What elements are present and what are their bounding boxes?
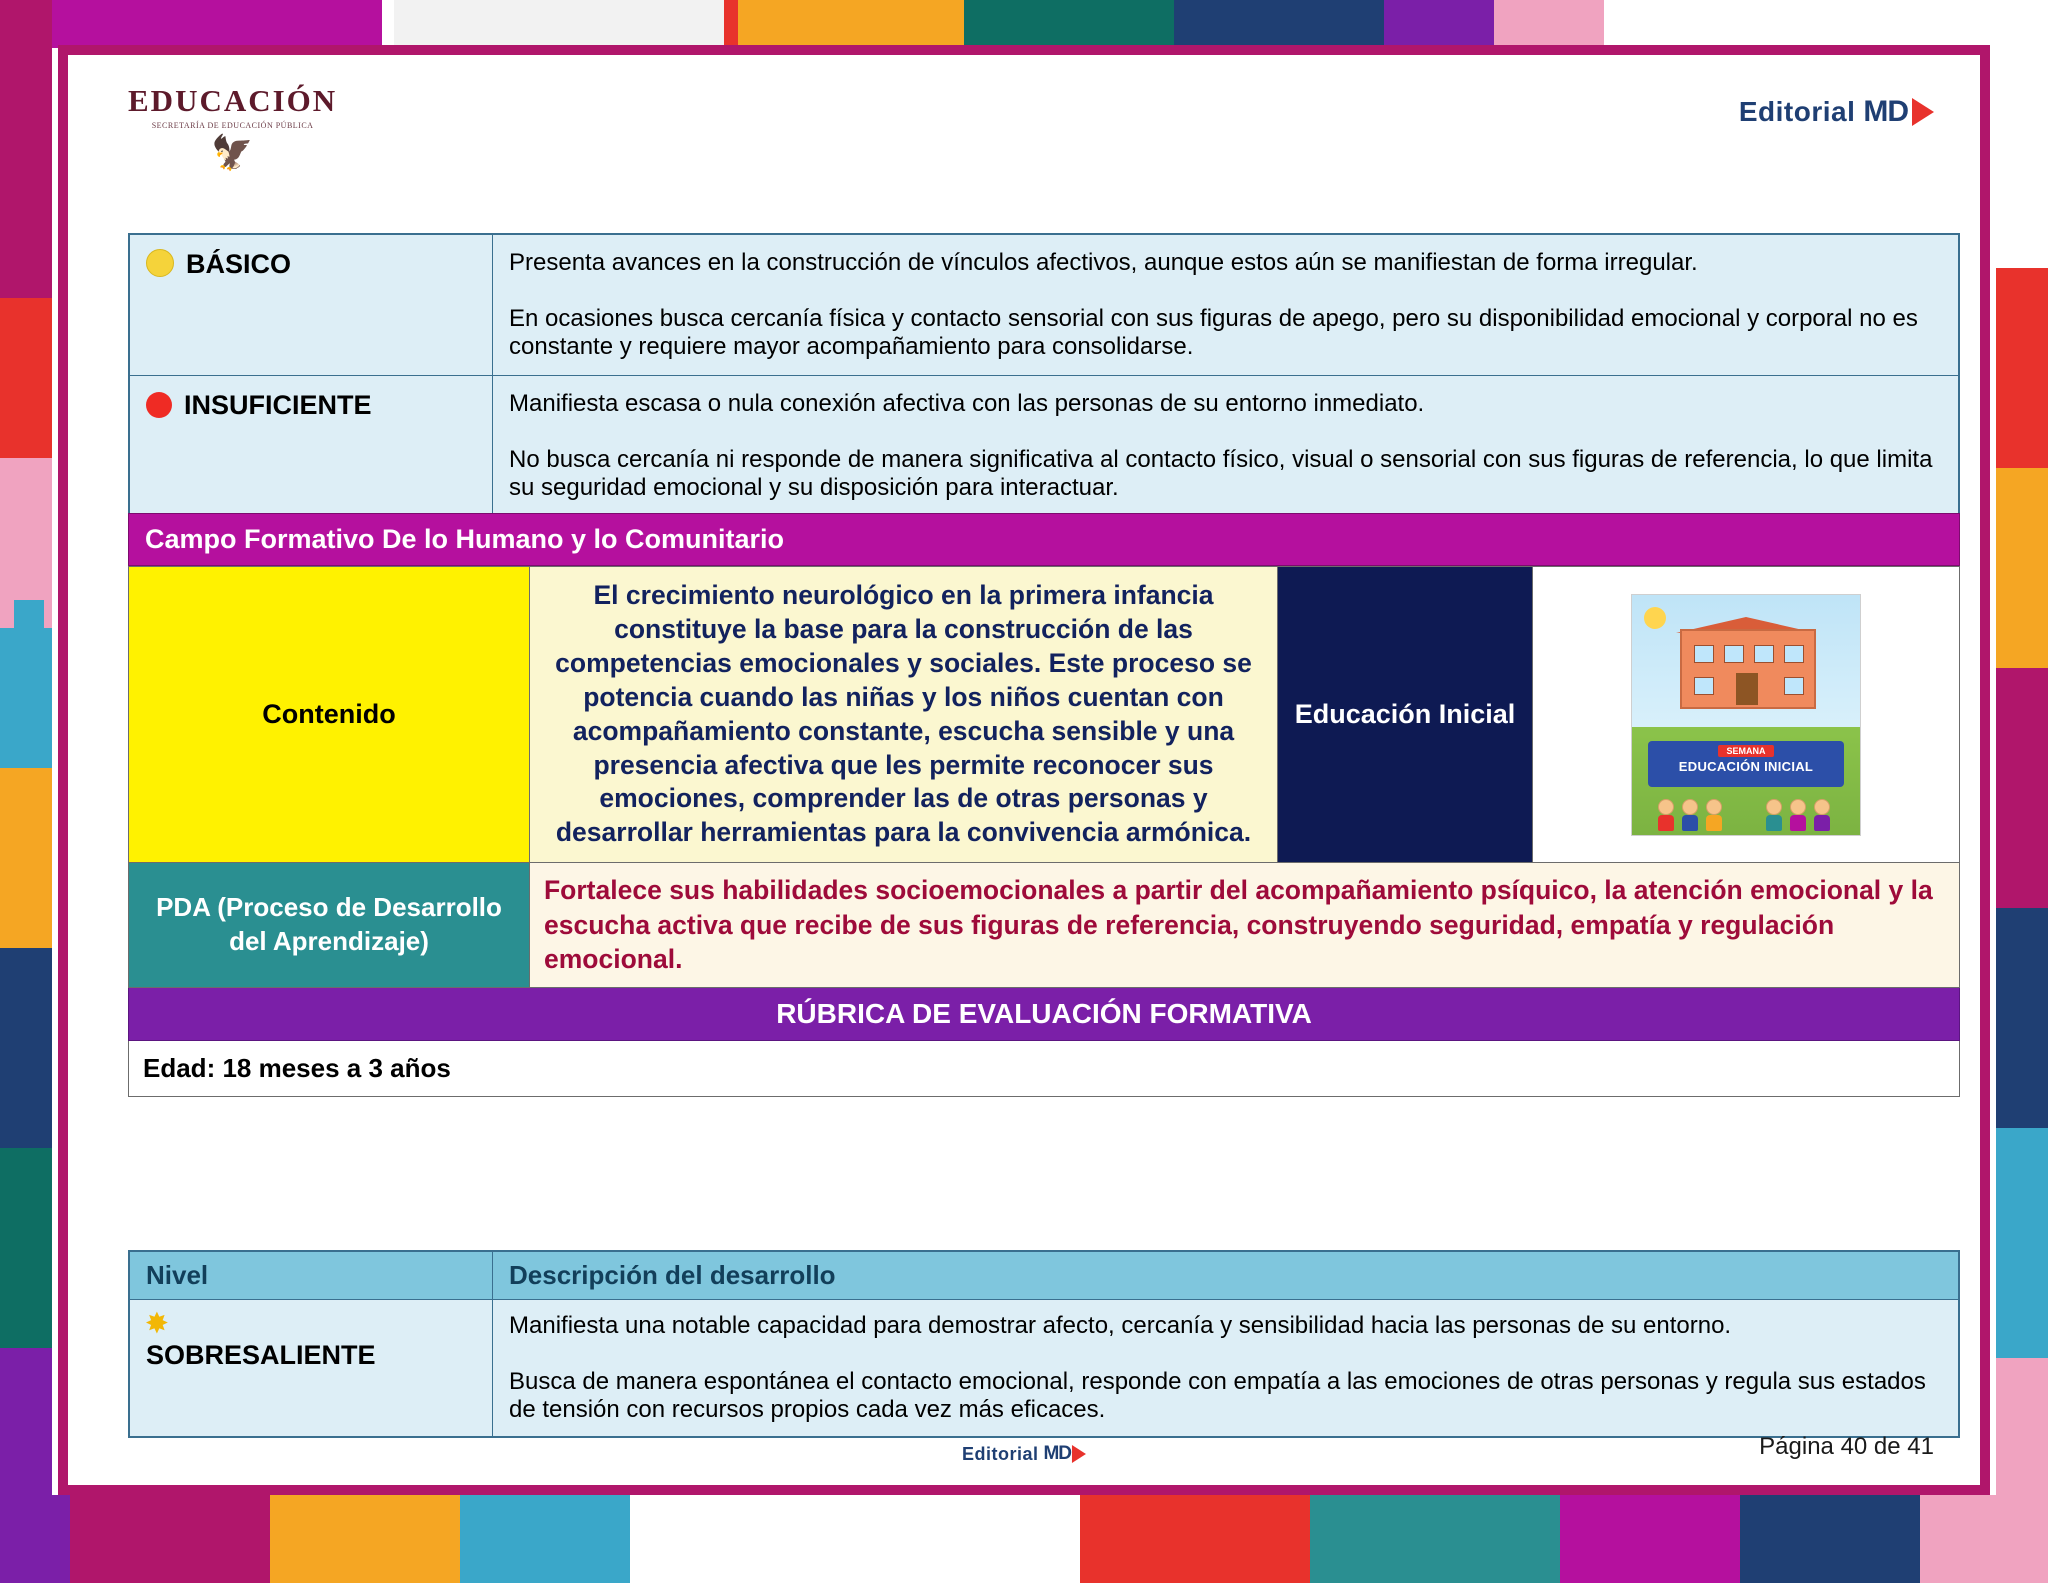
sep-logo: [128, 83, 337, 170]
edad-label: Edad: 18 meses a 3 años: [128, 1041, 1960, 1097]
bg-block: [270, 1495, 460, 1583]
bg-block: [1174, 0, 1384, 48]
cover-banner: [1648, 741, 1844, 787]
cover-image-cell: [1533, 567, 1960, 863]
table-row: [129, 863, 1960, 987]
bg-block: [1920, 1495, 2048, 1583]
bg-block: [14, 600, 44, 720]
formative-field-block: [128, 513, 1960, 1097]
educacion-inicial-cover-illustration: [1631, 594, 1861, 836]
child-figure: [1814, 799, 1830, 829]
window-icon: [1724, 645, 1744, 663]
table-row: [129, 376, 1959, 518]
footer-editorial-wordmark: Editorial: [961, 1443, 1039, 1464]
bg-block: [0, 1495, 70, 1583]
footer-editorial-logo: [962, 1443, 1086, 1465]
bg-block: [1996, 1128, 2048, 1358]
child-figure: [1790, 799, 1806, 829]
bg-block: [630, 1495, 1080, 1583]
window-icon: [1754, 645, 1774, 663]
bg-block: [1996, 468, 2048, 668]
campo-formativo-bar: Campo Formativo De lo Humano y lo Comunitario: [128, 513, 1960, 566]
banner-top-text: SEMANA: [1718, 745, 1773, 757]
pda-label: PDA (Proceso de Desarrollo del Aprendizaje): [129, 863, 530, 987]
rubric-table: [128, 1250, 1960, 1438]
paragraph: Manifiesta una notable capacidad para demostrar afecto, cercanía y sensibilidad hacia las personas de su entorno.: [509, 1312, 1732, 1339]
bg-block: [1996, 48, 2048, 268]
bg-block: [382, 0, 394, 48]
level-cell-insuficiente: [129, 376, 493, 518]
sep-subtitle: SECRETARÍA DE EDUCACIÓN PÚBLICA: [151, 121, 314, 130]
pda-text: Fortalece sus habilidades socioemocionales a partir del acompañamiento psíquico, la atención emocional y la escucha activa que recibe de sus figuras de referencia, construyendo seguridad, empatía y regulación emocional.: [530, 863, 1960, 987]
window-icon: [1784, 645, 1804, 663]
bg-block: [0, 768, 52, 948]
rubrica-bar: RÚBRICA DE EVALUACIÓN FORMATIVA: [128, 988, 1960, 1041]
level-label: BÁSICO: [186, 249, 292, 279]
educacion-inicial-label: Educación Inicial: [1278, 567, 1533, 863]
level-cell-basico: [129, 234, 493, 376]
banner-main-text: EDUCACIÓN INICIAL: [1678, 758, 1814, 774]
paragraph: En ocasiones busca cercanía física y contacto sensorial con sus figuras de apego, pero su disponibilidad emocional y corporal no es constante y requiere mayor acompañamiento para consolidarse.: [509, 305, 1918, 360]
bg-block: [8, 320, 52, 440]
level-label: SOBRESALIENTE: [146, 1340, 376, 1370]
paragraph: Manifiesta escasa o nula conexión afectiva con las personas de su entorno inmediato.: [509, 390, 1425, 417]
page-number: Página 40 de 41: [1759, 1433, 1934, 1460]
bg-block: [0, 0, 52, 48]
column-header-nivel: Nivel: [129, 1251, 493, 1300]
editorial-md-logo: [1739, 95, 1934, 129]
child-figure: [1766, 799, 1782, 829]
contenido-text: El crecimiento neurológico en la primera infancia constituye la base para la construcción de las competencias emocionales y sociales. Este proceso se potencia cuando las niñas y los niños cuentan con acompañamiento constante, escucha sensible y una presencia afectiva que les permite reconocer sus emociones, comprender las de otras personas y desarrollar herramientas para la convivencia armónica.: [530, 567, 1278, 863]
bg-block: [1604, 0, 2048, 48]
child-figure: [1706, 799, 1722, 829]
level-description-basico: [493, 234, 1960, 376]
contenido-table: [128, 566, 1960, 988]
bg-block: [1996, 668, 2048, 908]
bg-block: [1740, 1495, 1920, 1583]
table-row: [129, 567, 1960, 863]
table-row: [129, 234, 1959, 376]
table-header-row: [129, 1251, 1959, 1300]
paragraph: Presenta avances en la construcción de vínculos afectivos, aunque estos aún se manifiestan de forma irregular.: [509, 249, 1698, 276]
bg-block: [1996, 908, 2048, 1128]
level-cell-sobresaliente: [129, 1300, 493, 1438]
bg-block: [1996, 268, 2048, 468]
bg-block: [1080, 1495, 1310, 1583]
bg-block: [70, 1495, 270, 1583]
bg-block: [394, 0, 724, 48]
bg-block: [460, 1495, 630, 1583]
level-description-insuficiente: [493, 376, 1960, 518]
table-row: [129, 1300, 1959, 1438]
page-header: [78, 65, 1970, 175]
sun-icon: [1644, 607, 1666, 629]
bg-block: [1560, 1495, 1740, 1583]
red-dot-icon: [146, 392, 172, 418]
paragraph: No busca cercanía ni responde de manera significativa al contacto físico, visual o sensorial con sus figuras de referencia, lo que limita su seguridad emocional y su disposición para interactuar.: [509, 446, 1933, 501]
paragraph: Busca de manera espontánea el contacto emocional, responde con empatía a las emociones de otras personas y regula sus estados de tensión con recursos propios cada vez más eficaces.: [509, 1368, 1926, 1423]
column-header-descripcion: Descripción del desarrollo: [493, 1251, 1960, 1300]
window-icon: [1784, 677, 1804, 695]
bg-block: [0, 948, 52, 1148]
play-triangle-icon: [1072, 1445, 1086, 1463]
star-icon: ✸: [146, 1308, 168, 1338]
child-figure: [1682, 799, 1698, 829]
door-shape: [1736, 673, 1758, 705]
md-wordmark: MD: [1863, 95, 1908, 128]
window-icon: [1694, 677, 1714, 695]
document-page: [58, 45, 1990, 1495]
level-description-sobresaliente: [493, 1300, 1960, 1438]
bg-block: [964, 0, 1174, 48]
editorial-wordmark: Editorial: [1738, 96, 1856, 127]
child-figure: [1658, 799, 1674, 829]
footer-md-wordmark: MD: [1043, 1443, 1072, 1464]
bg-block: [724, 0, 738, 48]
level-label: INSUFICIENTE: [184, 390, 372, 420]
bg-block: [1384, 0, 1494, 48]
bg-block: [1310, 1495, 1560, 1583]
levels-continuation-table: [128, 233, 1960, 518]
window-icon: [1694, 645, 1714, 663]
play-triangle-icon: [1912, 98, 1934, 126]
bg-block: [1494, 0, 1604, 48]
bg-block: [0, 1148, 52, 1348]
contenido-label: Contenido: [129, 567, 530, 863]
bg-block: [0, 48, 52, 298]
yellow-dot-icon: [146, 249, 174, 277]
eagle-icon: 🦅: [211, 134, 254, 172]
sep-title: EDUCACIÓN: [128, 83, 338, 118]
bg-block: [738, 0, 964, 48]
bg-block: [52, 0, 382, 48]
